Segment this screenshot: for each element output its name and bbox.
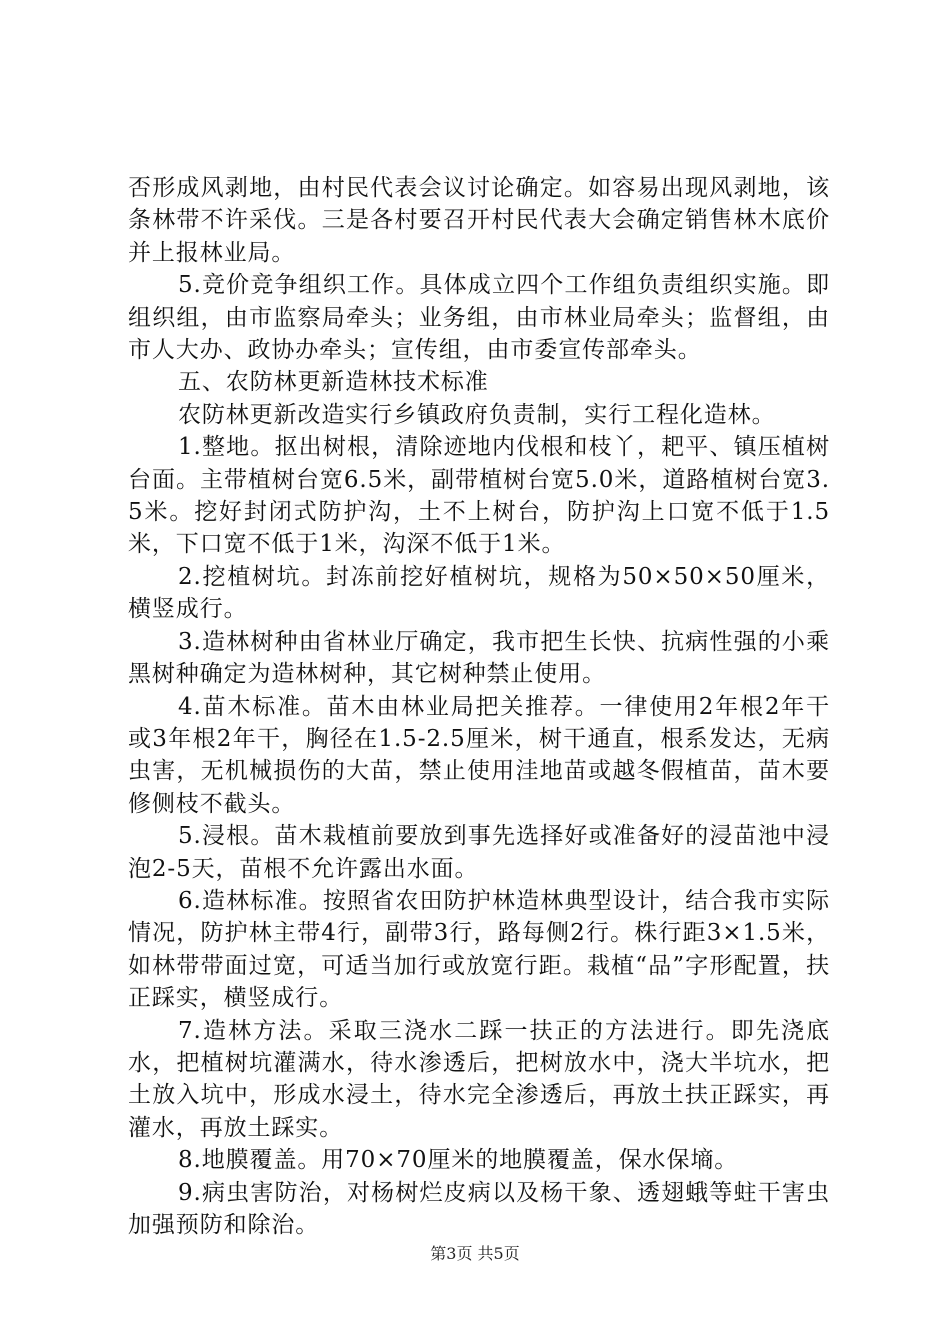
paragraph: 3.造林树种由省林业厅确定，我市把生长快、抗病性强的小乘黑树种确定为造林树种，其它树种禁止使用。	[128, 628, 830, 688]
paragraph: 8.地膜覆盖。用70×70厘米的地膜覆盖，保水保墒。	[178, 1147, 739, 1174]
document-body	[128, 172, 830, 1241]
page-number-label: 第3页 共5页	[430, 1244, 520, 1263]
page-footer	[0, 1244, 950, 1264]
paragraph: 2.挖植树坑。封冻前挖好植树坑，规格为50×50×50厘米，横竖成行。	[128, 563, 830, 623]
paragraph: 9.病虫害防治，对杨树烂皮病以及杨干象、透翅蛾等蛀干害虫加强预防和除治。	[128, 1179, 830, 1238]
section-heading: 五、农防林更新造林技术标准	[178, 369, 489, 396]
paragraph: 1.整地。抠出树根，清除迹地内伐根和枝丫，耙平、镇压植树台面。主带植树台宽6.5米，副带植树台宽5.0米，道路植树台宽3.5米。挖好封闭式防护沟，土不上树台，防护沟上口宽不低于1.5米，下口宽不低于1米，沟深不低于1米。	[128, 434, 830, 558]
paragraph: 6.造林标准。按照省农田防护林造林典型设计，结合我市实际情况，防护林主带4行，副带3行，路每侧2行。株行距3×1.5米，如林带带面过宽，可适当加行或放宽行距。栽植“品”字形配置，扶正踩实，横竖成行。	[128, 887, 830, 1012]
paragraph: 5.浸根。苗木栽植前要放到事先选择好或准备好的浸苗池中浸泡2-5天，苗根不允许露出水面。	[128, 823, 830, 882]
paragraph: 4.苗木标准。苗木由林业局把关推荐。一律使用2年根2年干或3年根2年干，胸径在1.5-2.5厘米，树干通直，根系发达，无病虫害，无机械损伤的大苗，禁止使用洼地苗或越冬假植苗，苗木要修侧枝不截头。	[128, 693, 830, 817]
paragraph: 5.竞价竞争组织工作。具体成立四个工作组负责组织实施。即组织组，由市监察局牵头；业务组，由市林业局牵头；监督组，由市人大办、政协办牵头；宣传组，由市委宣传部牵头。	[128, 272, 830, 364]
paragraph: 7.造林方法。采取三浇水二踩一扶正的方法进行。即先浇底水，把植树坑灌满水，待水渗透后，把树放水中，浇大半坑水，把土放入坑中，形成水浸土，待水完全渗透后，再放土扶正踩实，再灌水，再放土踩实。	[128, 1017, 830, 1141]
paragraph: 农防林更新改造实行乡镇政府负责制，实行工程化造林。	[178, 401, 776, 428]
paragraph: 否形成风剥地，由村民代表会议讨论确定。如容易出现风剥地，该条林带不许采伐。三是各村要召开村民代表大会确定销售林木底价并上报林业局。	[128, 175, 830, 266]
